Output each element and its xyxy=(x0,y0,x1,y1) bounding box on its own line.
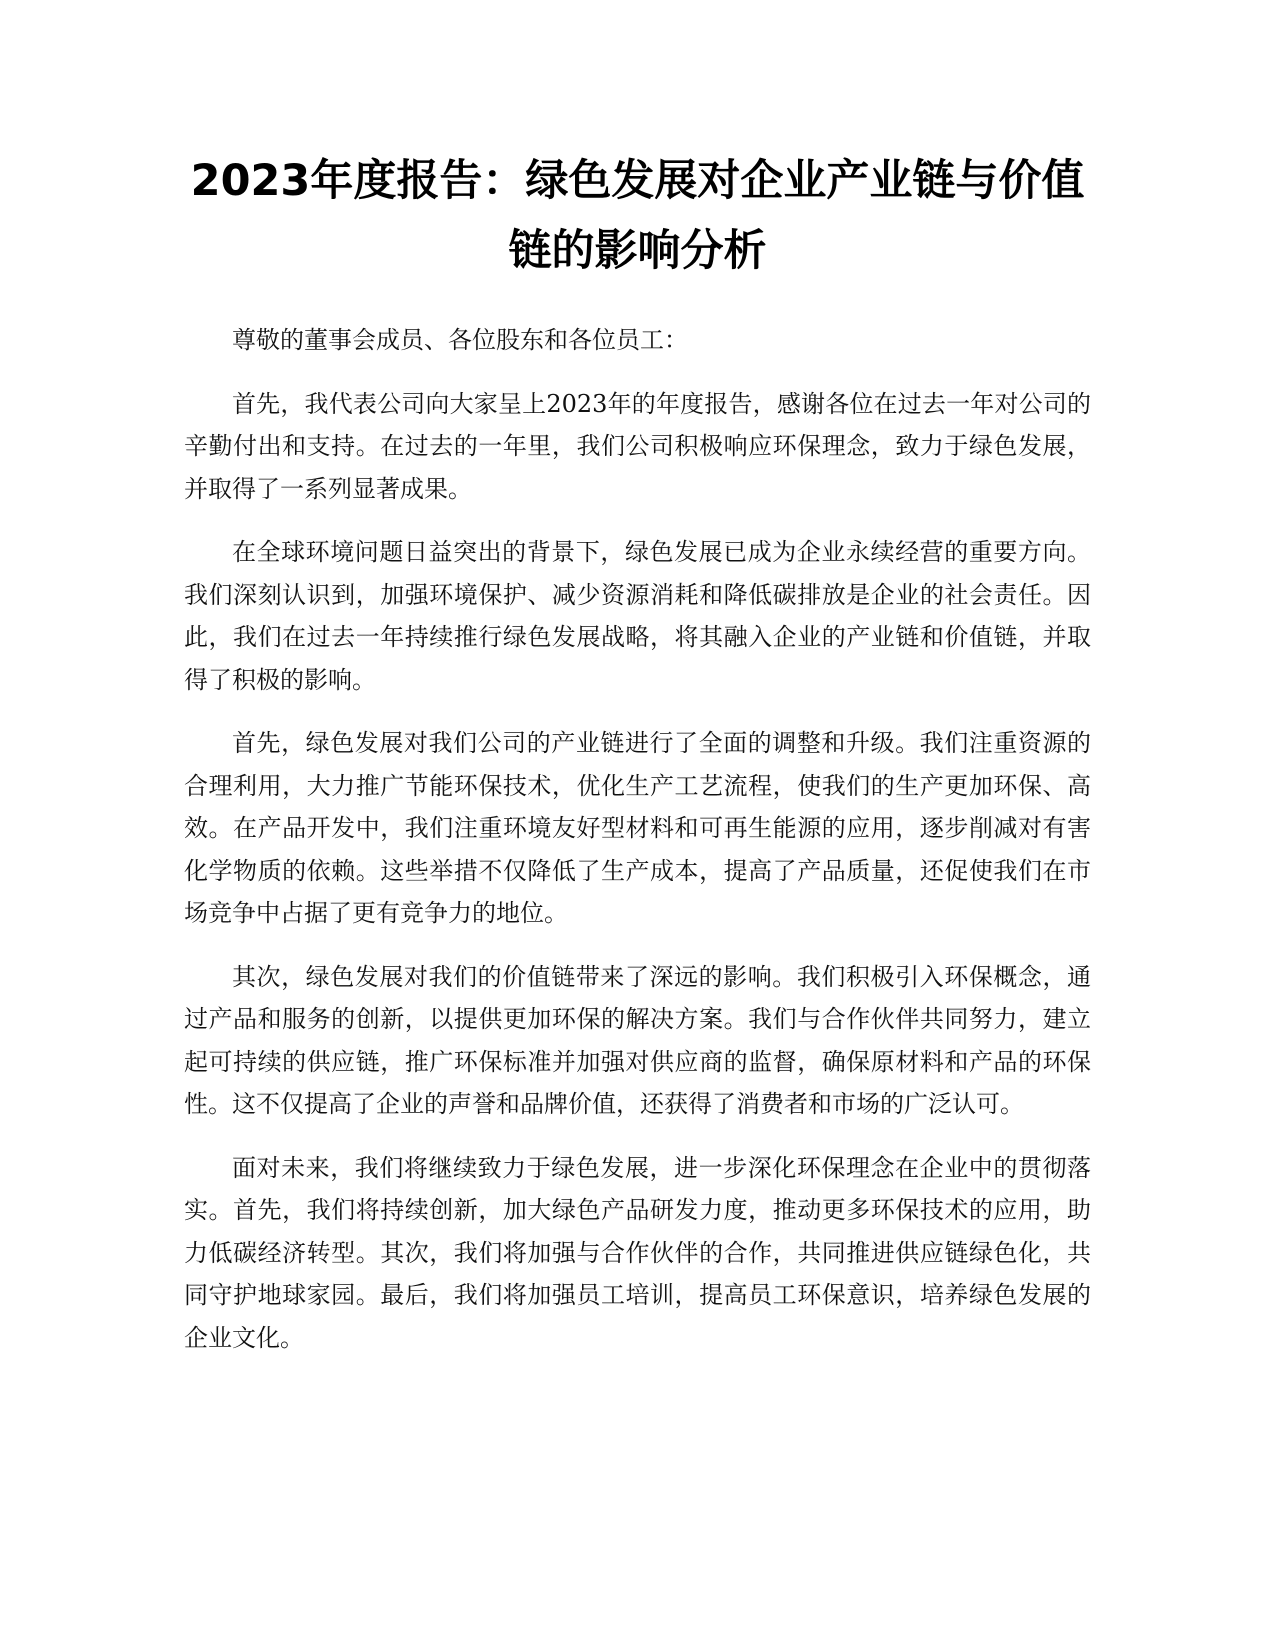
body-paragraph: 首先，我代表公司向大家呈上2023年的年度报告，感谢各位在过去一年对公司的辛勤付出和支持。在过去的一年里，我们公司积极响应环保理念，致力于绿色发展，并取得了一系列显著成果。 xyxy=(184,389,1091,503)
document-title: 2023年度报告：绿色发展对企业产业链与价值链的影响分析 xyxy=(190,156,1085,276)
body-paragraph: 其次，绿色发展对我们的价值链带来了深远的影响。我们积极引入环保概念，通过产品和服务的创新，以提供更加环保的解决方案。我们与合作伙伴共同努力，建立起可持续的供应链，推广环保标准并加强对供应商的监督，确保原材料和产品的环保性。这不仅提高了企业的声誉和品牌价值，还获得了消费者和市场的广泛认可。 xyxy=(184,962,1091,1118)
document-body xyxy=(184,319,1091,1359)
body-paragraph: 面对未来，我们将继续致力于绿色发展，进一步深化环保理念在企业中的贯彻落实。首先，我们将持续创新，加大绿色产品研发力度，推动更多环保技术的应用，助力低碳经济转型。其次，我们将加强与合作伙伴的合作，共同推进供应链绿色化，共同守护地球家园。最后，我们将加强员工培训，提高员工环保意识，培养绿色发展的企业文化。 xyxy=(184,1153,1091,1352)
body-paragraph: 首先，绿色发展对我们公司的产业链进行了全面的调整和升级。我们注重资源的合理利用，大力推广节能环保技术，优化生产工艺流程，使我们的生产更加环保、高效。在产品开发中，我们注重环境友好型材料和可再生能源的应用，逐步削减对有害化学物质的依赖。这些举措不仅降低了生产成本，提高了产品质量，还促使我们在市场竞争中占据了更有竞争力的地位。 xyxy=(184,729,1091,927)
body-paragraph: 在全球环境问题日益突出的背景下，绿色发展已成为企业永续经营的重要方向。我们深刻认识到，加强环境保护、减少资源消耗和降低碳排放是企业的社会责任。因此，我们在过去一年持续推行绿色发展战略，将其融入企业的产业链和价值链，并取得了积极的影响。 xyxy=(184,538,1091,694)
salutation-paragraph: 尊敬的董事会成员、各位股东和各位员工： xyxy=(232,326,688,354)
